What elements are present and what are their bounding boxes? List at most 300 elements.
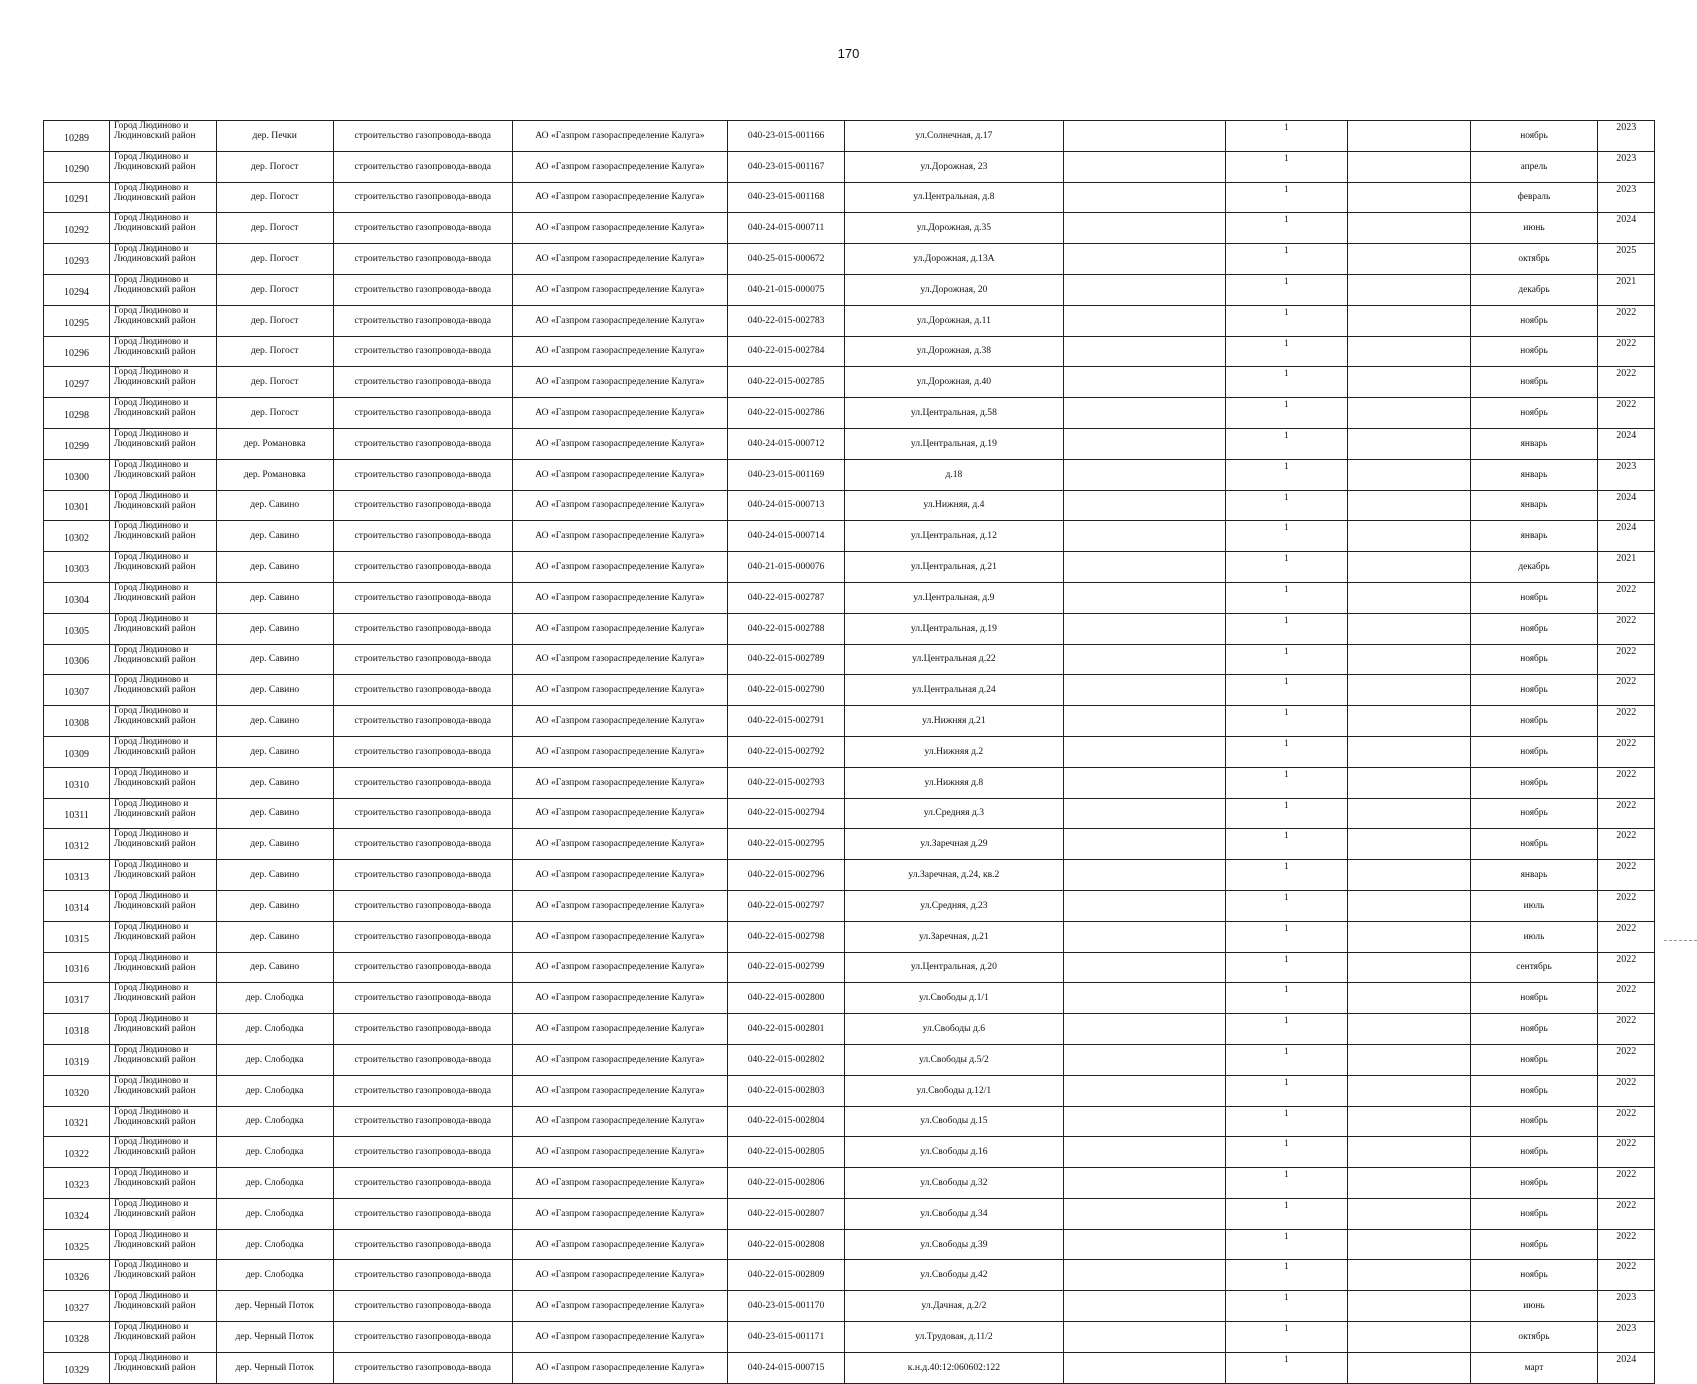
organization-cell: АО «Газпром газораспределение Калуга» xyxy=(512,1014,727,1045)
registry-id-cell: 040-24-015-000715 xyxy=(728,1352,845,1383)
work-type-cell: строительство газопровода-ввода xyxy=(333,1198,512,1229)
empty-cell-cell xyxy=(1063,1106,1225,1137)
organization-cell: АО «Газпром газораспределение Калуга» xyxy=(512,921,727,952)
settlement-cell: дер. Погост xyxy=(216,244,333,275)
registry-id-cell: 040-24-015-000711 xyxy=(728,213,845,244)
organization-cell: АО «Газпром газораспределение Калуга» xyxy=(512,336,727,367)
month-cell: ноябрь xyxy=(1470,613,1598,644)
organization-cell: АО «Газпром газораспределение Калуга» xyxy=(512,1198,727,1229)
year-cell: 2022 xyxy=(1598,398,1655,429)
empty-cell-cell xyxy=(1348,1044,1471,1075)
address-cell: ул.Центральная д.22 xyxy=(845,644,1063,675)
table-row xyxy=(44,1044,1655,1075)
municipality-cell: Город Людиново и Людиновский район xyxy=(110,490,217,521)
settlement-cell: дер. Савино xyxy=(216,706,333,737)
empty-cell-cell xyxy=(1063,367,1225,398)
empty-cell-cell xyxy=(1348,798,1471,829)
registry-id-cell: 040-22-015-002793 xyxy=(728,767,845,798)
year-cell: 2024 xyxy=(1598,428,1655,459)
row-number-cell: 10324 xyxy=(44,1198,110,1229)
address-cell: ул.Трудовая, д.11/2 xyxy=(845,1322,1063,1353)
organization-cell: АО «Газпром газораспределение Калуга» xyxy=(512,582,727,613)
settlement-cell: дер. Погост xyxy=(216,151,333,182)
empty-cell-cell xyxy=(1348,1198,1471,1229)
table-row xyxy=(44,428,1655,459)
work-type-cell: строительство газопровода-ввода xyxy=(333,305,512,336)
settlement-cell: дер. Слободка xyxy=(216,1106,333,1137)
month-cell: июнь xyxy=(1470,213,1598,244)
municipality-cell: Город Людиново и Людиновский район xyxy=(110,952,217,983)
address-cell: ул.Свободы д.5/2 xyxy=(845,1044,1063,1075)
registry-id-cell: 040-21-015-000075 xyxy=(728,274,845,305)
empty-cell-cell xyxy=(1348,1291,1471,1322)
table-row xyxy=(44,398,1655,429)
month-cell: январь xyxy=(1470,428,1598,459)
settlement-cell: дер. Савино xyxy=(216,890,333,921)
organization-cell: АО «Газпром газораспределение Калуга» xyxy=(512,552,727,583)
quantity-cell: 1 xyxy=(1225,521,1348,552)
month-cell: октябрь xyxy=(1470,244,1598,275)
table-row xyxy=(44,367,1655,398)
empty-cell-cell xyxy=(1348,675,1471,706)
table-row xyxy=(44,1014,1655,1045)
municipality-cell: Город Людиново и Людиновский район xyxy=(110,983,217,1014)
empty-cell-cell xyxy=(1063,890,1225,921)
organization-cell: АО «Газпром газораспределение Калуга» xyxy=(512,459,727,490)
row-number-cell: 10327 xyxy=(44,1291,110,1322)
row-number-cell: 10301 xyxy=(44,490,110,521)
empty-cell-cell xyxy=(1348,274,1471,305)
year-cell: 2022 xyxy=(1598,736,1655,767)
address-cell: ул.Центральная, д.20 xyxy=(845,952,1063,983)
row-number-cell: 10322 xyxy=(44,1137,110,1168)
work-type-cell: строительство газопровода-ввода xyxy=(333,552,512,583)
row-number-cell: 10292 xyxy=(44,213,110,244)
address-cell: ул.Свободы д.15 xyxy=(845,1106,1063,1137)
quantity-cell: 1 xyxy=(1225,829,1348,860)
work-type-cell: строительство газопровода-ввода xyxy=(333,213,512,244)
organization-cell: АО «Газпром газораспределение Калуга» xyxy=(512,121,727,152)
work-type-cell: строительство газопровода-ввода xyxy=(333,244,512,275)
empty-cell-cell xyxy=(1348,983,1471,1014)
quantity-cell: 1 xyxy=(1225,367,1348,398)
empty-cell-cell xyxy=(1063,244,1225,275)
settlement-cell: дер. Погост xyxy=(216,182,333,213)
registry-id-cell: 040-22-015-002797 xyxy=(728,890,845,921)
municipality-cell: Город Людиново и Людиновский район xyxy=(110,798,217,829)
settlement-cell: дер. Савино xyxy=(216,767,333,798)
settlement-cell: дер. Погост xyxy=(216,213,333,244)
quantity-cell: 1 xyxy=(1225,1229,1348,1260)
municipality-cell: Город Людиново и Людиновский район xyxy=(110,644,217,675)
row-number-cell: 10304 xyxy=(44,582,110,613)
registry-id-cell: 040-22-015-002786 xyxy=(728,398,845,429)
empty-cell-cell xyxy=(1348,428,1471,459)
year-cell: 2022 xyxy=(1598,613,1655,644)
registry-id-cell: 040-22-015-002789 xyxy=(728,644,845,675)
empty-cell-cell xyxy=(1063,1229,1225,1260)
organization-cell: АО «Газпром газораспределение Калуга» xyxy=(512,428,727,459)
month-cell: ноябрь xyxy=(1470,1137,1598,1168)
empty-cell-cell xyxy=(1348,1106,1471,1137)
municipality-cell: Город Людиново и Людиновский район xyxy=(110,521,217,552)
address-cell: ул.Центральная, д.19 xyxy=(845,428,1063,459)
empty-cell-cell xyxy=(1348,1260,1471,1291)
organization-cell: АО «Газпром газораспределение Калуга» xyxy=(512,367,727,398)
table-row xyxy=(44,213,1655,244)
row-number-cell: 10314 xyxy=(44,890,110,921)
registry-id-cell: 040-22-015-002807 xyxy=(728,1198,845,1229)
quantity-cell: 1 xyxy=(1225,459,1348,490)
month-cell: ноябрь xyxy=(1470,1106,1598,1137)
row-number-cell: 10289 xyxy=(44,121,110,152)
empty-cell-cell xyxy=(1348,244,1471,275)
empty-cell-cell xyxy=(1063,459,1225,490)
month-cell: ноябрь xyxy=(1470,121,1598,152)
address-cell: ул.Заречная д.29 xyxy=(845,829,1063,860)
empty-cell-cell xyxy=(1348,644,1471,675)
registry-id-cell: 040-22-015-002808 xyxy=(728,1229,845,1260)
municipality-cell: Город Людиново и Людиновский район xyxy=(110,336,217,367)
quantity-cell: 1 xyxy=(1225,613,1348,644)
empty-cell-cell xyxy=(1063,829,1225,860)
month-cell: январь xyxy=(1470,521,1598,552)
municipality-cell: Город Людиново и Людиновский район xyxy=(110,213,217,244)
month-cell: ноябрь xyxy=(1470,1075,1598,1106)
quantity-cell: 1 xyxy=(1225,983,1348,1014)
year-cell: 2023 xyxy=(1598,459,1655,490)
address-cell: ул.Центральная, д.12 xyxy=(845,521,1063,552)
empty-cell-cell xyxy=(1348,1322,1471,1353)
municipality-cell: Город Людиново и Людиновский район xyxy=(110,890,217,921)
address-cell: ул.Заречная, д.24, кв.2 xyxy=(845,860,1063,891)
table-row xyxy=(44,552,1655,583)
work-type-cell: строительство газопровода-ввода xyxy=(333,798,512,829)
table-row xyxy=(44,305,1655,336)
address-cell: ул.Свободы д.16 xyxy=(845,1137,1063,1168)
table-row xyxy=(44,244,1655,275)
address-cell: ул.Дорожная, д.38 xyxy=(845,336,1063,367)
registry-id-cell: 040-22-015-002803 xyxy=(728,1075,845,1106)
settlement-cell: дер. Печки xyxy=(216,121,333,152)
table-row xyxy=(44,582,1655,613)
organization-cell: АО «Газпром газораспределение Калуга» xyxy=(512,1137,727,1168)
address-cell: ул.Дорожная, д.40 xyxy=(845,367,1063,398)
municipality-cell: Город Людиново и Людиновский район xyxy=(110,706,217,737)
municipality-cell: Город Людиново и Людиновский район xyxy=(110,1075,217,1106)
table-row xyxy=(44,521,1655,552)
organization-cell: АО «Газпром газораспределение Калуга» xyxy=(512,706,727,737)
month-cell: ноябрь xyxy=(1470,1198,1598,1229)
registry-id-cell: 040-22-015-002801 xyxy=(728,1014,845,1045)
work-type-cell: строительство газопровода-ввода xyxy=(333,121,512,152)
row-number-cell: 10316 xyxy=(44,952,110,983)
address-cell: ул.Заречная, д.21 xyxy=(845,921,1063,952)
quantity-cell: 1 xyxy=(1225,1075,1348,1106)
table-row xyxy=(44,829,1655,860)
organization-cell: АО «Газпром газораспределение Калуга» xyxy=(512,1044,727,1075)
empty-cell-cell xyxy=(1063,336,1225,367)
municipality-cell: Город Людиново и Людиновский район xyxy=(110,613,217,644)
quantity-cell: 1 xyxy=(1225,1137,1348,1168)
organization-cell: АО «Газпром газораспределение Калуга» xyxy=(512,274,727,305)
settlement-cell: дер. Савино xyxy=(216,736,333,767)
empty-cell-cell xyxy=(1348,890,1471,921)
month-cell: ноябрь xyxy=(1470,1229,1598,1260)
registry-id-cell: 040-23-015-001168 xyxy=(728,182,845,213)
table-row xyxy=(44,952,1655,983)
table-row xyxy=(44,1352,1655,1383)
work-type-cell: строительство газопровода-ввода xyxy=(333,983,512,1014)
settlement-cell: дер. Погост xyxy=(216,336,333,367)
row-number-cell: 10311 xyxy=(44,798,110,829)
work-type-cell: строительство газопровода-ввода xyxy=(333,1352,512,1383)
work-type-cell: строительство газопровода-ввода xyxy=(333,706,512,737)
municipality-cell: Город Людиново и Людиновский район xyxy=(110,1260,217,1291)
work-type-cell: строительство газопровода-ввода xyxy=(333,1075,512,1106)
quantity-cell: 1 xyxy=(1225,121,1348,152)
work-type-cell: строительство газопровода-ввода xyxy=(333,521,512,552)
table-row xyxy=(44,1106,1655,1137)
year-cell: 2023 xyxy=(1598,1291,1655,1322)
settlement-cell: дер. Савино xyxy=(216,521,333,552)
month-cell: ноябрь xyxy=(1470,367,1598,398)
quantity-cell: 1 xyxy=(1225,767,1348,798)
row-number-cell: 10293 xyxy=(44,244,110,275)
quantity-cell: 1 xyxy=(1225,1044,1348,1075)
address-cell: ул.Центральная, д.19 xyxy=(845,613,1063,644)
empty-cell-cell xyxy=(1063,521,1225,552)
year-cell: 2024 xyxy=(1598,490,1655,521)
empty-cell-cell xyxy=(1063,644,1225,675)
organization-cell: АО «Газпром газораспределение Калуга» xyxy=(512,1106,727,1137)
address-cell: ул.Нижняя д.2 xyxy=(845,736,1063,767)
empty-cell-cell xyxy=(1063,860,1225,891)
municipality-cell: Город Людиново и Людиновский район xyxy=(110,736,217,767)
work-type-cell: строительство газопровода-ввода xyxy=(333,644,512,675)
address-cell: к.н.д.40:12:060602:122 xyxy=(845,1352,1063,1383)
table-row xyxy=(44,1260,1655,1291)
row-number-cell: 10302 xyxy=(44,521,110,552)
empty-cell-cell xyxy=(1348,736,1471,767)
municipality-cell: Город Людиново и Людиновский район xyxy=(110,244,217,275)
row-number-cell: 10310 xyxy=(44,767,110,798)
quantity-cell: 1 xyxy=(1225,274,1348,305)
empty-cell-cell xyxy=(1063,1322,1225,1353)
month-cell: ноябрь xyxy=(1470,1168,1598,1199)
settlement-cell: дер. Черный Поток xyxy=(216,1322,333,1353)
work-type-cell: строительство газопровода-ввода xyxy=(333,398,512,429)
organization-cell: АО «Газпром газораспределение Калуга» xyxy=(512,398,727,429)
work-type-cell: строительство газопровода-ввода xyxy=(333,829,512,860)
empty-cell-cell xyxy=(1063,428,1225,459)
month-cell: декабрь xyxy=(1470,274,1598,305)
empty-cell-cell xyxy=(1063,1014,1225,1045)
registry-id-cell: 040-22-015-002799 xyxy=(728,952,845,983)
work-type-cell: строительство газопровода-ввода xyxy=(333,1168,512,1199)
quantity-cell: 1 xyxy=(1225,552,1348,583)
month-cell: ноябрь xyxy=(1470,675,1598,706)
organization-cell: АО «Газпром газораспределение Калуга» xyxy=(512,1291,727,1322)
row-number-cell: 10291 xyxy=(44,182,110,213)
settlement-cell: дер. Слободка xyxy=(216,1260,333,1291)
row-number-cell: 10298 xyxy=(44,398,110,429)
table-row xyxy=(44,151,1655,182)
quantity-cell: 1 xyxy=(1225,798,1348,829)
settlement-cell: дер. Слободка xyxy=(216,1168,333,1199)
municipality-cell: Город Людиново и Людиновский район xyxy=(110,459,217,490)
quantity-cell: 1 xyxy=(1225,736,1348,767)
year-cell: 2021 xyxy=(1598,274,1655,305)
table-row xyxy=(44,336,1655,367)
year-cell: 2022 xyxy=(1598,336,1655,367)
quantity-cell: 1 xyxy=(1225,1014,1348,1045)
work-type-cell: строительство газопровода-ввода xyxy=(333,428,512,459)
row-number-cell: 10321 xyxy=(44,1106,110,1137)
month-cell: январь xyxy=(1470,490,1598,521)
month-cell: ноябрь xyxy=(1470,644,1598,675)
work-type-cell: строительство газопровода-ввода xyxy=(333,1044,512,1075)
year-cell: 2022 xyxy=(1598,829,1655,860)
organization-cell: АО «Газпром газораспределение Калуга» xyxy=(512,1075,727,1106)
municipality-cell: Город Людиново и Людиновский район xyxy=(110,367,217,398)
empty-cell-cell xyxy=(1348,336,1471,367)
empty-cell-cell xyxy=(1348,459,1471,490)
work-type-cell: строительство газопровода-ввода xyxy=(333,860,512,891)
work-type-cell: строительство газопровода-ввода xyxy=(333,151,512,182)
quantity-cell: 1 xyxy=(1225,1260,1348,1291)
row-number-cell: 10296 xyxy=(44,336,110,367)
empty-cell-cell xyxy=(1348,706,1471,737)
empty-cell-cell xyxy=(1348,952,1471,983)
row-number-cell: 10309 xyxy=(44,736,110,767)
address-cell: ул.Средняя, д.23 xyxy=(845,890,1063,921)
table-row xyxy=(44,736,1655,767)
table-row xyxy=(44,490,1655,521)
address-cell: ул.Нижняя, д.4 xyxy=(845,490,1063,521)
settlement-cell: дер. Романовка xyxy=(216,459,333,490)
work-type-cell: строительство газопровода-ввода xyxy=(333,582,512,613)
quantity-cell: 1 xyxy=(1225,182,1348,213)
address-cell: ул.Центральная д.24 xyxy=(845,675,1063,706)
registry-id-cell: 040-22-015-002800 xyxy=(728,983,845,1014)
row-number-cell: 10303 xyxy=(44,552,110,583)
year-cell: 2022 xyxy=(1598,367,1655,398)
empty-cell-cell xyxy=(1348,521,1471,552)
settlement-cell: дер. Слободка xyxy=(216,1014,333,1045)
address-cell: ул.Нижняя д.8 xyxy=(845,767,1063,798)
year-cell: 2022 xyxy=(1598,860,1655,891)
municipality-cell: Город Людиново и Людиновский район xyxy=(110,305,217,336)
work-type-cell: строительство газопровода-ввода xyxy=(333,1229,512,1260)
work-type-cell: строительство газопровода-ввода xyxy=(333,490,512,521)
registry-id-cell: 040-22-015-002787 xyxy=(728,582,845,613)
year-cell: 2024 xyxy=(1598,521,1655,552)
year-cell: 2023 xyxy=(1598,121,1655,152)
quantity-cell: 1 xyxy=(1225,1352,1348,1383)
empty-cell-cell xyxy=(1348,552,1471,583)
address-cell: ул.Свободы д.42 xyxy=(845,1260,1063,1291)
work-type-cell: строительство газопровода-ввода xyxy=(333,890,512,921)
settlement-cell: дер. Савино xyxy=(216,613,333,644)
month-cell: январь xyxy=(1470,459,1598,490)
address-cell: ул.Дачная, д.2/2 xyxy=(845,1291,1063,1322)
year-cell: 2022 xyxy=(1598,706,1655,737)
address-cell: ул.Нижняя д.21 xyxy=(845,706,1063,737)
settlement-cell: дер. Слободка xyxy=(216,983,333,1014)
work-type-cell: строительство газопровода-ввода xyxy=(333,921,512,952)
row-number-cell: 10329 xyxy=(44,1352,110,1383)
address-cell: ул.Свободы д.34 xyxy=(845,1198,1063,1229)
settlement-cell: дер. Савино xyxy=(216,952,333,983)
year-cell: 2022 xyxy=(1598,1106,1655,1137)
municipality-cell: Город Людиново и Людиновский район xyxy=(110,1198,217,1229)
table-row xyxy=(44,798,1655,829)
table-row xyxy=(44,767,1655,798)
address-cell: ул.Дорожная, 23 xyxy=(845,151,1063,182)
quantity-cell: 1 xyxy=(1225,860,1348,891)
registry-id-cell: 040-24-015-000712 xyxy=(728,428,845,459)
address-cell: ул.Солнечная, д.17 xyxy=(845,121,1063,152)
organization-cell: АО «Газпром газораспределение Калуга» xyxy=(512,860,727,891)
municipality-cell: Город Людиново и Людиновский район xyxy=(110,767,217,798)
month-cell: декабрь xyxy=(1470,552,1598,583)
municipality-cell: Город Людиново и Людиновский район xyxy=(110,552,217,583)
month-cell: ноябрь xyxy=(1470,1260,1598,1291)
address-cell: ул.Центральная, д.21 xyxy=(845,552,1063,583)
month-cell: ноябрь xyxy=(1470,736,1598,767)
municipality-cell: Город Людиново и Людиновский район xyxy=(110,921,217,952)
year-cell: 2022 xyxy=(1598,1229,1655,1260)
registry-id-cell: 040-22-015-002798 xyxy=(728,921,845,952)
registry-id-cell: 040-22-015-002795 xyxy=(728,829,845,860)
registry-id-cell: 040-22-015-002804 xyxy=(728,1106,845,1137)
registry-id-cell: 040-23-015-001170 xyxy=(728,1291,845,1322)
organization-cell: АО «Газпром газораспределение Калуга» xyxy=(512,244,727,275)
work-type-cell: строительство газопровода-ввода xyxy=(333,336,512,367)
empty-cell-cell xyxy=(1063,921,1225,952)
address-cell: ул.Свободы д.39 xyxy=(845,1229,1063,1260)
scan-edge-mark xyxy=(1664,940,1697,941)
organization-cell: АО «Газпром газораспределение Калуга» xyxy=(512,1229,727,1260)
registry-id-cell: 040-21-015-000076 xyxy=(728,552,845,583)
municipality-cell: Город Людиново и Людиновский район xyxy=(110,274,217,305)
registry-id-cell: 040-23-015-001166 xyxy=(728,121,845,152)
year-cell: 2022 xyxy=(1598,1168,1655,1199)
address-cell: ул.Центральная, д.58 xyxy=(845,398,1063,429)
empty-cell-cell xyxy=(1063,706,1225,737)
year-cell: 2022 xyxy=(1598,644,1655,675)
address-cell: ул.Свободы д.6 xyxy=(845,1014,1063,1045)
empty-cell-cell xyxy=(1348,1229,1471,1260)
settlement-cell: дер. Слободка xyxy=(216,1229,333,1260)
row-number-cell: 10308 xyxy=(44,706,110,737)
settlement-cell: дер. Черный Поток xyxy=(216,1291,333,1322)
empty-cell-cell xyxy=(1063,1168,1225,1199)
table-row xyxy=(44,182,1655,213)
year-cell: 2022 xyxy=(1598,921,1655,952)
quantity-cell: 1 xyxy=(1225,398,1348,429)
registry-id-cell: 040-24-015-000714 xyxy=(728,521,845,552)
settlement-cell: дер. Савино xyxy=(216,644,333,675)
quantity-cell: 1 xyxy=(1225,213,1348,244)
organization-cell: АО «Газпром газораспределение Калуга» xyxy=(512,151,727,182)
organization-cell: АО «Газпром газораспределение Калуга» xyxy=(512,521,727,552)
empty-cell-cell xyxy=(1063,798,1225,829)
quantity-cell: 1 xyxy=(1225,890,1348,921)
empty-cell-cell xyxy=(1063,305,1225,336)
year-cell: 2022 xyxy=(1598,952,1655,983)
